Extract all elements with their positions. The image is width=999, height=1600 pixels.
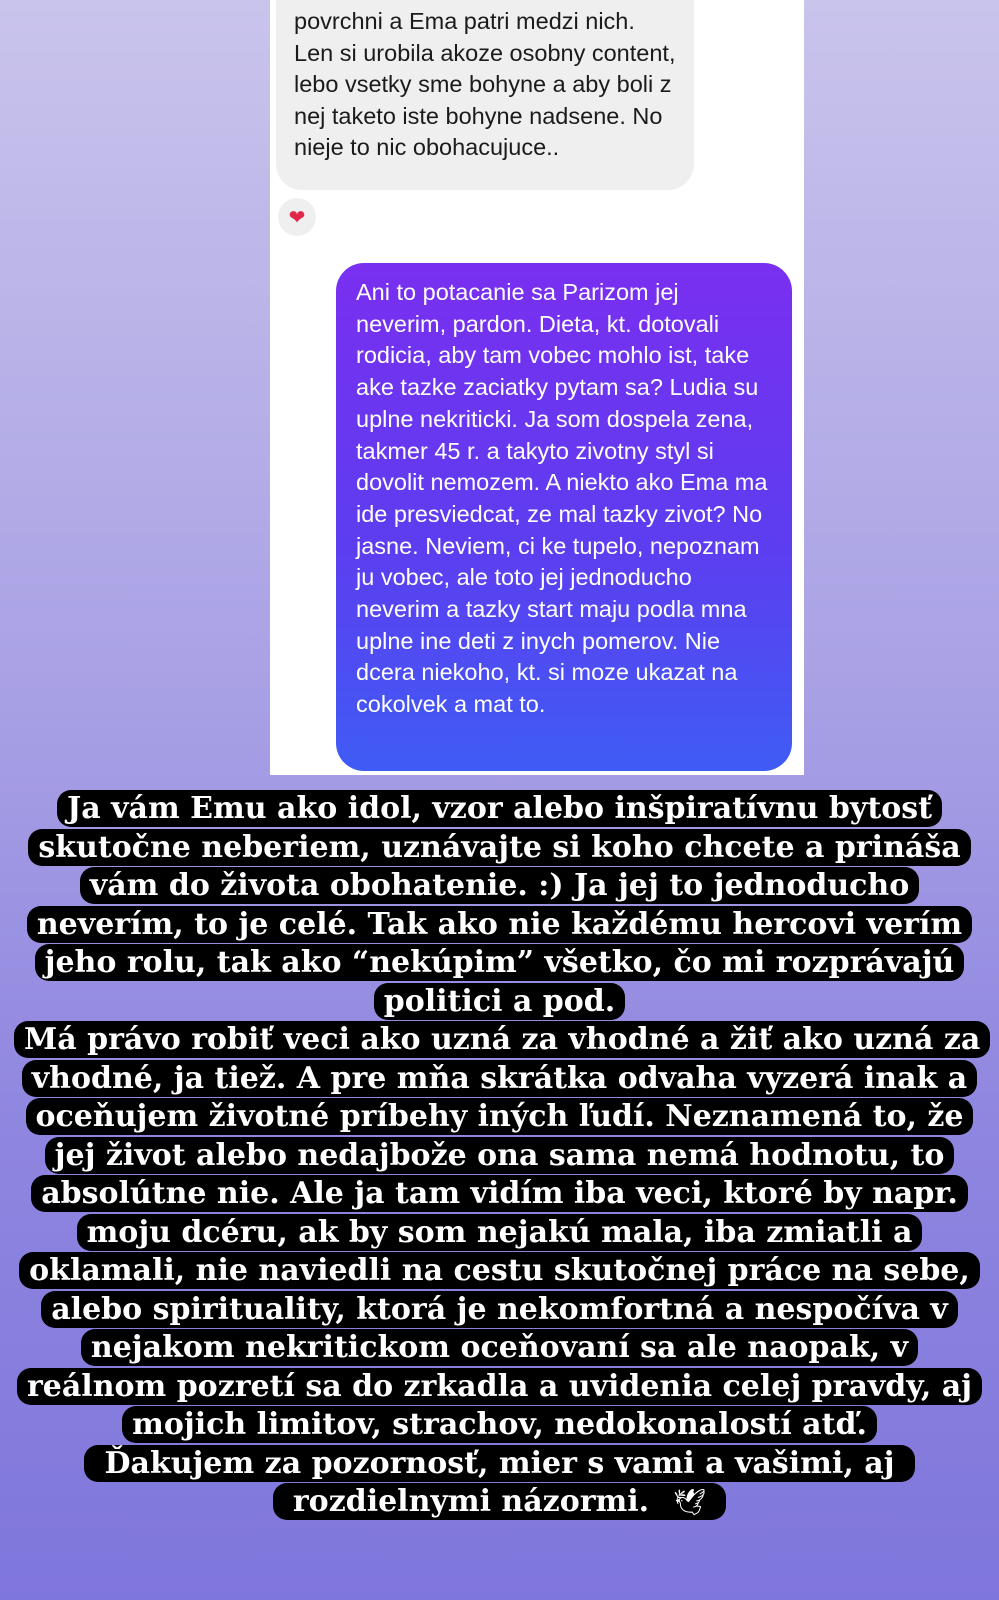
caption-paragraph-1: Ja vám Emu ako idol, vzor alebo inšpiratívnu bytosť skutočne neberiem, uznávajte si koho chcete a prináša vám do života obohatenie. :) Ja jej to jednoducho neverím, to je celé. Tak ako nie každému hercovi verím jeho rolu, tak ako “nekúpim” všetko, čo mi rozprávajú politici a pod.	[14, 790, 985, 1021]
sent-message-bubble	[336, 263, 792, 771]
caption-paragraph-3: Ďakujem za pozornosť, mier s vami a vašimi, aj rozdielnymi názormi. 🕊	[14, 1445, 985, 1523]
sent-message-text: Ani to potacanie sa Parizom jej neverim, pardon. Dieta, kt. dotovali rodicia, aby tam vobec mohlo ist, take ake tazke zaciatky pytam sa? Ludia su uplne nekriticki. Ja som dospela zena, takmer 45 r. a takyto zivotny styl si dovolit nemozem. A niekto ako Ema ma ide presviedcat, ze mal tazky zivot? No jasne. Neviem, ci ke tupelo, nepoznam ju vobec, ale toto jej jednoducho neverim a tazky start maju podla mna uplne ine deti z inych pomerov. Nie dcera niekoho, kt. si moze ukazat na cokolvek a mat to.	[356, 279, 768, 718]
chat-screenshot	[270, 0, 804, 775]
story-caption	[0, 790, 999, 1523]
caption-paragraph-2: Má právo robiť veci ako uzná za vhodné a žiť ako uzná za vhodné, ja tiež. A pre mňa skrátka odvaha vyzerá inak a oceňujem životné príbehy iných ľudí. Neznamená to, že jej život alebo nedajbože ona sama nemá hodnotu, to absolútne nie. Ale ja tam vidím iba veci, ktoré by napr. moju dcéru, ak by som nejakú mala, iba zmiatli a oklamali, nie naviedli na cestu skutočnej práce na sebe, alebo spirituality, ktorá je nekomfortná a nespočíva v nejakom nekritickom oceňovaní sa ale naopak, v reálnom pozretí sa do zrkadla a uvidenia celej pravdy, aj mojich limitov, strachov, nedokonalostí atď.	[14, 1021, 985, 1445]
received-message-bubble	[276, 0, 694, 190]
received-message-text: povrchni a Ema patri medzi nich. Len si urobila akoze osobny content, lebo vsetky sme bohyne a aby boli z nej taketo iste bohyne nadsene. No nieje to nic obohacujuce..	[294, 8, 676, 160]
heart-reaction-icon[interactable]: ❤	[278, 198, 316, 236]
dove-icon: 🕊	[663, 1487, 716, 1519]
